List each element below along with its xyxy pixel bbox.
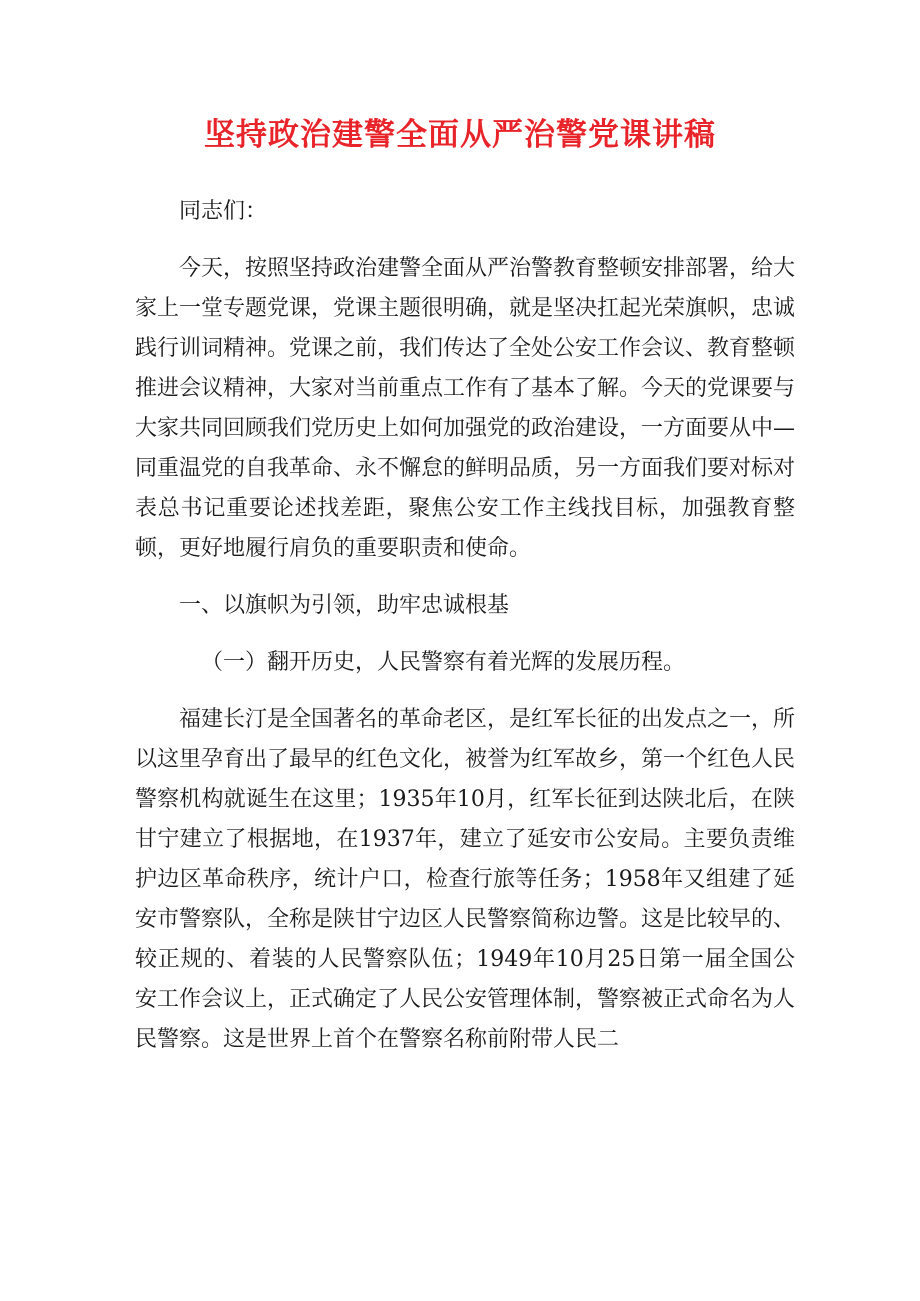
greeting: 同志们： bbox=[179, 199, 268, 224]
document-body bbox=[135, 192, 795, 1077]
page-title: 坚持政治建警全面从严治警党课讲稿 bbox=[204, 117, 716, 153]
paragraph-intro: 今天，按照坚持政治建警全面从严治警教育整顿安排部署，给大家上一堂专题党课，党课主题很明确，就是坚决扛起光荣旗帜，忠诚践行训词精神。党课之前，我们传达了全处公安工作会议、教育整顿推进会议精神，大家对当前重点工作有了基本了解。今天的党课要与大家共同回顾我们党历史上如何加强党的政治建设，一方面要从中—同重温党的自我革命、永不懈怠的鲜明品质，另一方面我们要对标对表总书记重要论述找差距，聚焦公安工作主线找目标，加强教育整顿，更好地履行肩负的重要职责和使命。 bbox=[135, 256, 796, 561]
section-heading: 一、以旗帜为引领，助牢忠诚根基 bbox=[179, 593, 510, 618]
paragraph-history: 福建长汀是全国著名的革命老区，是红军长征的出发点之一，所以这里孕育出了最早的红色文化，被誉为红军故乡，第一个红色人民警察机构就诞生在这里；1935年10月，红军长征到达陕北后，在陕甘宁建立了根据地，在1937年，建立了延安市公安局。主要负责维护边区革命秩序，统计户口，检查行旅等任务；1958年又组建了延安市警察队，全称是陕甘宁边区人民警察简称边警。这是比较早的、较正规的、着装的人民警察队伍；1949年10月25日第一届全国公安工作会议上，正式确定了人民公安管理体制，警察被正式命名为人民警察。这是世界上首个在警察名称前附带人民二 bbox=[135, 707, 796, 1052]
subsection-heading: （一）翻开历史，人民警察有着光辉的发展历程。 bbox=[201, 650, 686, 675]
